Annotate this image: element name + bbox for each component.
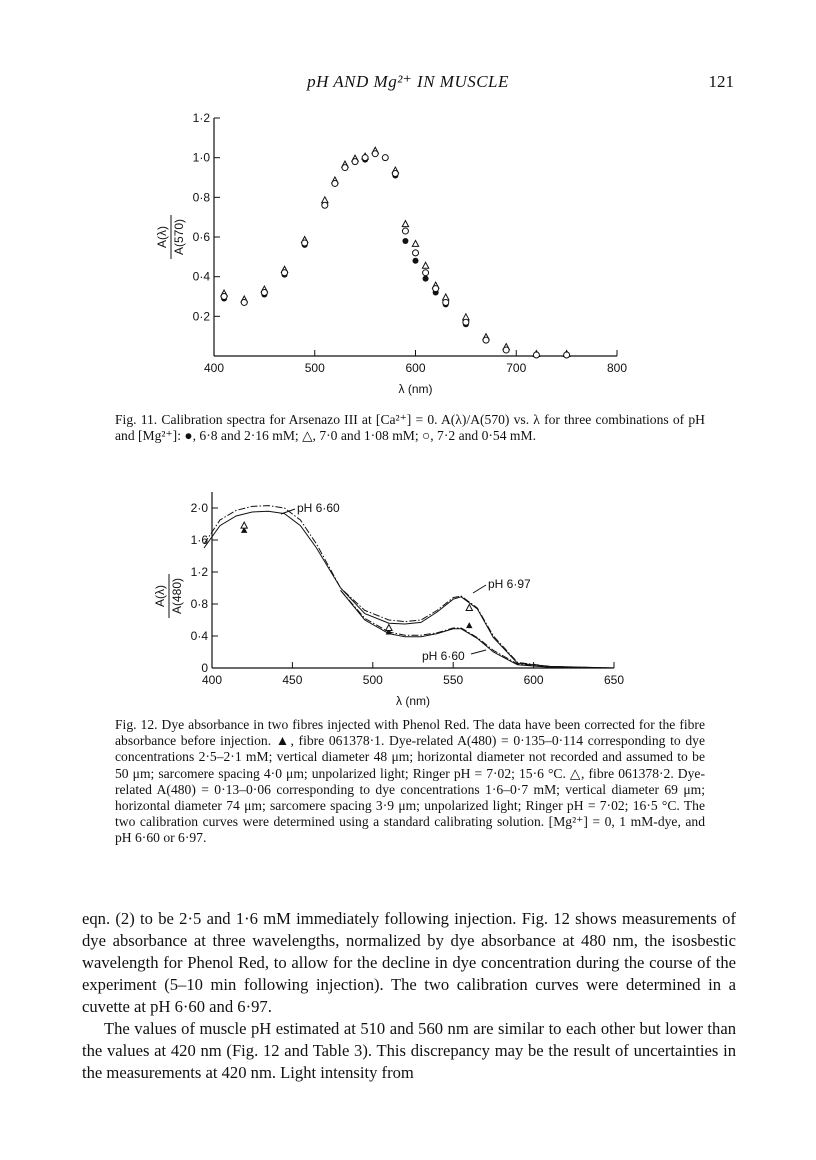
fig11-point-open-circle (423, 270, 429, 276)
fig11-y-tick-label: 1·2 (192, 111, 210, 125)
fig11-point-open-circle (392, 171, 398, 177)
fig11-y-tick-label: 1·0 (192, 150, 210, 165)
fig11-point-open-circle (362, 155, 368, 161)
fig11-point-open-circle (241, 299, 247, 305)
fig11-point-open-circle (322, 202, 328, 208)
fig11-point-open-circle (352, 159, 358, 165)
running-title: pH AND Mg²⁺ IN MUSCLE (307, 72, 509, 91)
fig12-curve-label-leader (281, 509, 295, 514)
fig11-point-open-circle (261, 290, 267, 296)
fig11-point-open-circle (564, 352, 570, 358)
fig12-point-filled-triangle (466, 622, 472, 628)
fig12-curve-1 (204, 511, 614, 668)
fig12-y-axis-label-denominator: A(480) (170, 577, 184, 615)
fig11-point-open-circle (221, 294, 227, 300)
fig12-point-open-triangle (241, 522, 247, 528)
fig12-point-open-triangle (386, 625, 392, 631)
fig11-point-open-circle (332, 180, 338, 186)
fig11-point-open-circle (433, 286, 439, 292)
page-number: 121 (708, 72, 734, 91)
fig12-curve-3 (341, 590, 614, 668)
fig11-y-tick-label: 0·8 (192, 190, 210, 205)
fig11-x-tick-label: 700 (506, 361, 527, 375)
fig11-point-open-circle (372, 151, 378, 157)
fig12-x-tick-label: 600 (523, 673, 544, 687)
figure-11-caption: Fig. 11. Calibration spectra for Arsenazo III at [Ca²⁺] = 0. A(λ)/A(570) vs. λ for three combinations of pH and [Mg²⁺]: ●, 6·8 and 2·16 mM; △, 7·0 and 1·08 mM; ○, 7·2 and 0·54 mM. (115, 412, 705, 444)
fig11-x-tick-label: 800 (606, 361, 628, 375)
fig11-point-open-circle (413, 250, 419, 256)
figure-11-chart (0, 100, 816, 400)
fig12-curve-label-leader (473, 585, 486, 593)
fig11-y-axis-label-denominator: A(570) (172, 218, 186, 256)
fig11-point-open-circle (483, 337, 489, 343)
fig11-y-tick-label: 0·4 (192, 269, 210, 284)
fig12-curve-label: pH 6·97 (488, 577, 531, 591)
body-text (82, 908, 736, 1084)
fig12-x-axis-label: λ (nm) (396, 694, 430, 708)
fig11-point-open-triangle (412, 240, 418, 246)
fig11-point-filled-circle (413, 258, 419, 264)
fig12-x-tick-label: 400 (201, 673, 223, 687)
fig11-point-open-circle (463, 319, 469, 325)
fig11-point-open-circle (382, 155, 388, 161)
fig12-curve-0 (204, 506, 614, 668)
paragraph-2: The values of muscle pH estimated at 510 and 560 nm are similar to each other but lower than the values at 420 nm (Fig. 12 and Table 3). This discrepancy may be the result of uncertainties in the measurements at 420 nm. Light intensity from (82, 1019, 736, 1082)
fig12-x-tick-label: 500 (362, 673, 383, 687)
fig11-y-tick-label: 0·2 (192, 309, 210, 324)
fig11-point-open-circle (342, 165, 348, 171)
figure-12-caption: Fig. 12. Dye absorbance in two fibres injected with Phenol Red. The data have been corrected for the fibre absorbance before injection. ▲, fibre 061378·1. Dye-related A(480) = 0·135–0·114 corresponding to dye concentrations 2·5–2·1 mM; vertical diameter 48 μm; horizontal diameter not recorded and assumed to be 50 μm; sarcomere spacing 4·0 μm; unpolarized light; Ringer pH = 7·02; 15·6 °C. △, fibre 061378·2. Dye-related A(480) = 0·13–0·06 corresponding to dye concentrations 1·6–0·7 mM; vertical diameter 69 μm; horizontal diameter 74 μm; sarcomere spacing 3·9 μm; unpolarized light; Ringer pH = 7·02; 16·5 °C. The two calibration curves were determined using a standard calibrating solution. [Mg²⁺] = 0, 1 mM-dye, and pH 6·60 or 6·97. (115, 717, 705, 846)
fig11-point-open-triangle (402, 221, 408, 227)
fig12-curve-label: pH 6·60 (297, 501, 340, 515)
fig12-x-tick-label: 450 (282, 673, 303, 687)
fig11-x-tick-label: 500 (304, 361, 325, 375)
fig12-y-axis-label-numerator: A(λ) (153, 585, 167, 607)
fig12-y-tick-label: 1·6 (190, 533, 208, 547)
fig12-curve-label: pH 6·60 (422, 649, 465, 663)
fig11-x-tick-label: 400 (203, 361, 225, 375)
fig12-curve-label-leader (471, 650, 486, 654)
fig12-x-tick-label: 650 (603, 673, 625, 687)
fig11-point-open-circle (503, 347, 509, 353)
fig12-y-tick-label: 0 (201, 661, 208, 675)
fig12-y-tick-label: 1·2 (190, 565, 208, 579)
fig11-x-tick-label: 600 (405, 361, 426, 375)
fig11-point-open-circle (402, 228, 408, 234)
fig11-point-filled-circle (423, 276, 429, 282)
fig12-y-tick-label: 0·4 (190, 629, 208, 643)
fig11-point-open-circle (443, 299, 449, 305)
fig11-x-axis-label: λ (nm) (398, 382, 433, 396)
fig11-point-open-triangle (422, 262, 428, 268)
fig11-y-tick-label: 0·6 (192, 230, 210, 244)
fig12-y-tick-label: 0·8 (190, 597, 208, 611)
fig11-y-axis-label-numerator: A(λ) (155, 226, 169, 248)
fig11-point-open-circle (533, 352, 539, 358)
fig12-x-tick-label: 550 (443, 673, 464, 687)
running-header (0, 72, 816, 96)
fig11-point-open-circle (302, 240, 308, 246)
fig12-point-open-triangle (466, 605, 472, 611)
fig12-y-tick-label: 2·0 (190, 501, 208, 515)
fig11-point-open-circle (282, 270, 288, 276)
paragraph-1: eqn. (2) to be 2·5 and 1·6 mM immediately following injection. Fig. 12 shows measurements of dye absorbance at three wavelengths, normalized by dye absorbance at 480 nm, the isosbestic wavelength for Phenol Red, to allow for the decline in dye concentration during the course of the experiment (5–10 min following injection). The two calibration curves were determined in a cuvette at pH 6·60 and 6·97. (82, 909, 736, 1016)
fig11-point-filled-circle (402, 238, 408, 244)
figure-12-chart (0, 488, 816, 713)
